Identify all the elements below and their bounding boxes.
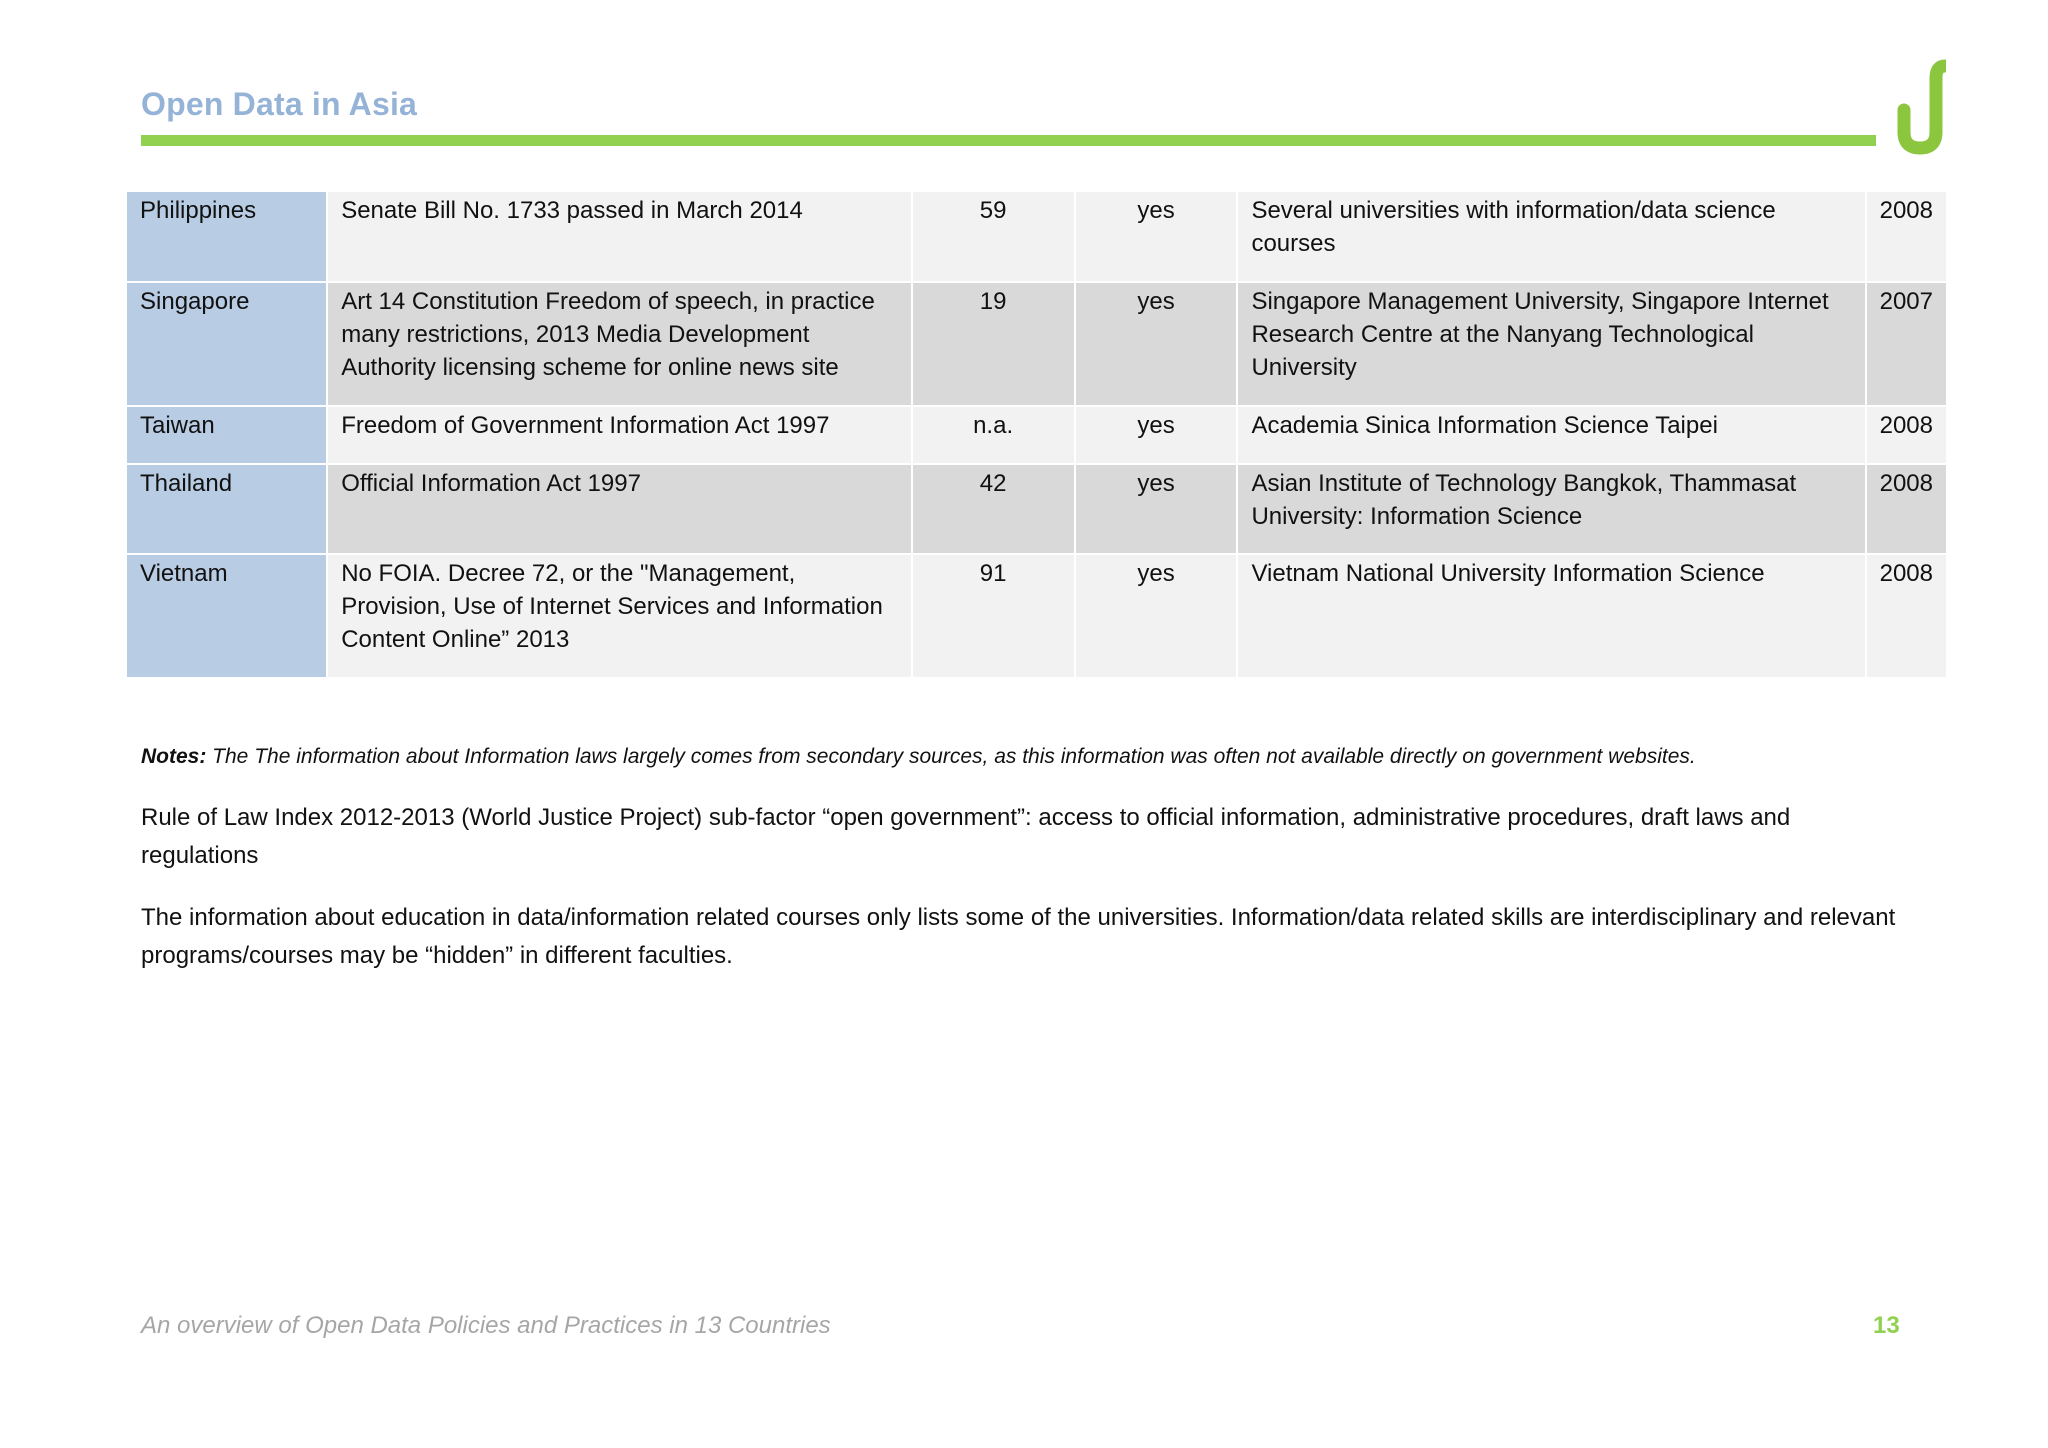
table-row xyxy=(127,464,1947,554)
availability-cell: yes xyxy=(1075,192,1238,282)
rule-of-law-paragraph: Rule of Law Index 2012-2013 (World Justice Project) sub-factor “open government”: access to official information, administrative procedures, draft laws and regulations xyxy=(141,804,1791,869)
country-cell: Taiwan xyxy=(127,406,327,464)
country-cell: Thailand xyxy=(127,464,327,554)
index-score-cell: 91 xyxy=(912,554,1075,678)
information-law-cell: Senate Bill No. 1733 passed in March 2014 xyxy=(327,192,911,282)
information-law-cell: Official Information Act 1997 xyxy=(327,464,911,554)
table-row xyxy=(127,406,1947,464)
year-cell: 2008 xyxy=(1866,192,1947,282)
education-cell: Vietnam National University Information Science xyxy=(1237,554,1865,678)
notes-label: Notes: xyxy=(141,745,207,768)
country-cell: Philippines xyxy=(127,192,327,282)
information-law-cell: Art 14 Constitution Freedom of speech, in practice many restrictions, 2013 Media Development Authority licensing scheme for online news site xyxy=(327,282,911,406)
country-open-data-table xyxy=(127,192,1948,679)
education-cell: Several universities with information/data science courses xyxy=(1237,192,1865,282)
year-cell: 2008 xyxy=(1866,554,1947,678)
information-law-cell: No FOIA. Decree 72, or the "Management, Provision, Use of Internet Services and Information Content Online” 2013 xyxy=(327,554,911,678)
country-cell: Singapore xyxy=(127,282,327,406)
table-row xyxy=(127,192,1947,282)
year-cell: 2007 xyxy=(1866,282,1947,406)
education-cell: Academia Sinica Information Science Taipei xyxy=(1237,406,1865,464)
availability-cell: yes xyxy=(1075,406,1238,464)
availability-cell: yes xyxy=(1075,282,1238,406)
footer-title: An overview of Open Data Policies and Practices in 13 Countries xyxy=(141,1312,831,1339)
notes-text: The The information about Information laws largely comes from secondary sources, as this information was often not available directly on government websites. xyxy=(206,745,1696,768)
index-score-cell: 59 xyxy=(912,192,1075,282)
page-number: 13 xyxy=(1873,1312,1900,1339)
availability-cell: yes xyxy=(1075,554,1238,678)
index-score-cell: 19 xyxy=(912,282,1075,406)
education-cell: Asian Institute of Technology Bangkok, Thammasat University: Information Science xyxy=(1237,464,1865,554)
country-cell: Vietnam xyxy=(127,554,327,678)
education-cell: Singapore Management University, Singapore Internet Research Centre at the Nanyang Technological University xyxy=(1237,282,1865,406)
open-data-logo-icon xyxy=(1882,56,1946,156)
index-score-cell: n.a. xyxy=(912,406,1075,464)
index-score-cell: 42 xyxy=(912,464,1075,554)
information-law-cell: Freedom of Government Information Act 1997 xyxy=(327,406,911,464)
table-row xyxy=(127,282,1947,406)
year-cell: 2008 xyxy=(1866,464,1947,554)
availability-cell: yes xyxy=(1075,464,1238,554)
education-paragraph: The information about education in data/information related courses only lists some of the universities. Information/data related skills are interdisciplinary and relevant programs/courses may be “hidden” in different faculties. xyxy=(141,904,1896,969)
page-header-title: Open Data in Asia xyxy=(141,86,418,122)
year-cell: 2008 xyxy=(1866,406,1947,464)
header-divider xyxy=(141,135,1876,146)
table-notes xyxy=(141,742,1901,772)
table-row xyxy=(127,554,1947,678)
